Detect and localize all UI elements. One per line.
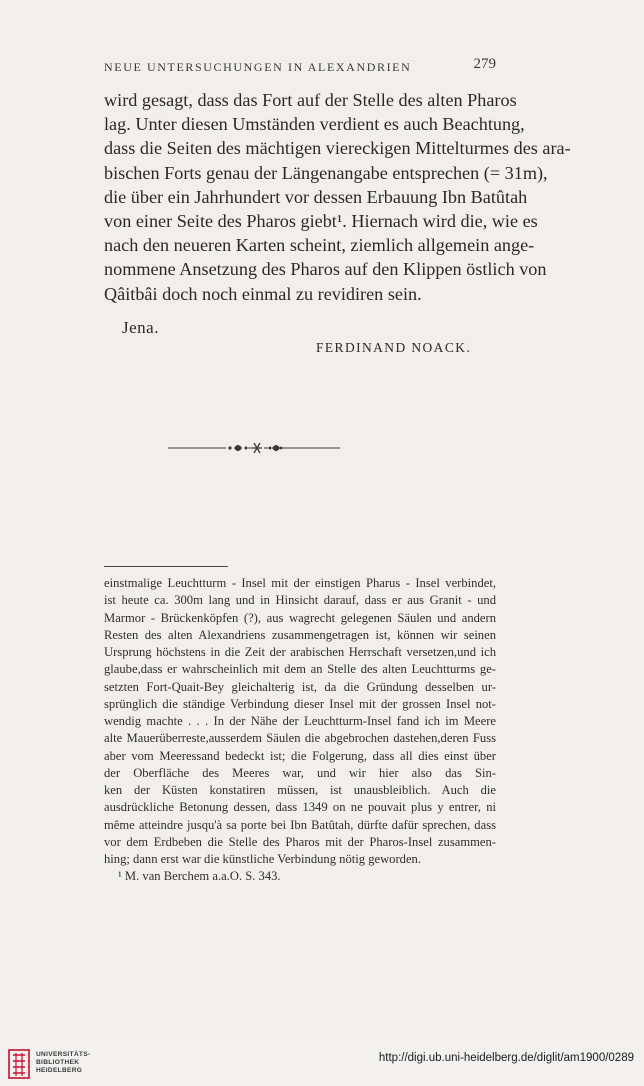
source-url-link[interactable]: http://digi.ub.uni-heidelberg.de/diglit/am1900/0289 (378, 1052, 634, 1064)
footnote-line: même atteindre jusqu'à sa porte bei Ibn Batûtah, dürfte dafür sprechen, dass (104, 817, 496, 832)
footnote-line: vor dem Erdbeben die Stelle des Pharos mit der Pharos-Insel zusammen- (104, 834, 496, 849)
body-line: Qâitbâi doch noch einmal zu revidiren sein. (104, 283, 422, 304)
footnote-line: ausdrückliche Betonung dessen, dass 1349 on ne pouvait plus y entrer, ni (104, 800, 496, 815)
body-line: von einer Seite des Pharos giebt¹. Hiernach wird die, wie es (104, 211, 538, 232)
footnote-line: Resten des alten Alexandriens zusammengetragen ist, können wir seinen (104, 627, 496, 642)
footnote-text (104, 575, 496, 886)
library-name-line: UNIVERSITÄTS- (36, 1051, 91, 1058)
library-name (36, 1051, 90, 1075)
footnote-line: alte Mauerüberreste,ausserdem Säulen die abgebrochen dastehen,deren Fuss (104, 731, 496, 746)
footnote-line: Ursprung höchstens in die Zeit der arabischen Herrschaft versetzen,und ich (104, 645, 496, 659)
footnote-line: ken der Küsten konstatiren müssen, ist unausbleiblich. Auch die (104, 783, 496, 797)
library-name-line: BIBLIOTHEK (36, 1059, 80, 1066)
footnote-line: ist heute ca. 300m lang und in Hinsicht darauf, dass er aus Granit - und (104, 593, 496, 608)
library-name-line: HEIDELBERG (36, 1067, 83, 1074)
footnote-line: der Oberfläche des Meeres war, und wir hier also das Sin- (104, 765, 496, 780)
running-title: NEUE UNTERSUCHUNGEN IN ALEXANDRIEN (104, 60, 412, 74)
viewer-footer (0, 1040, 644, 1086)
footnote-line: glaube,dass er wahrscheinlich mit dem an Stelle des alten Leuchtturms ge- (104, 662, 496, 677)
running-head (104, 58, 496, 76)
body-line: bischen Forts genau der Längenangabe entsprechen (= 31m), (104, 162, 548, 183)
body-line: nach den neueren Karten scheint, ziemlich allgemein ange- (104, 235, 535, 256)
body-line: lag. Unter diesen Umständen verdient es auch Beachtung, (104, 114, 525, 135)
body-text (104, 88, 571, 306)
ornament-divider (168, 438, 340, 458)
body-line: dass die Seiten des mächtigen viereckigen Mittelturmes des ara- (104, 138, 571, 159)
footnote-line: hing; dann erst war die künstliche Verbindung nötig geworden. (104, 852, 421, 866)
author-signature: FERDINAND NOACK. (316, 340, 472, 355)
footnote-rule (104, 566, 228, 567)
place-line: Jena. (122, 318, 159, 337)
footnote-line: aber vom Meeressand bedeckt ist; die Folgerung, dass all dies einst über (104, 748, 496, 763)
footnote-line: einstmalige Leuchtturm - Insel mit der einstigen Pharus - Insel verbindet, (104, 576, 496, 590)
body-line: wird gesagt, dass das Fort auf der Stelle des alten Pharos (104, 90, 517, 110)
footnote-line: sprünglich die ständige Verbindung dieser Insel mit der grossen Insel not- (104, 696, 496, 711)
body-line: die über ein Jahrhundert vor dessen Erbauung Ibn Batûtah (104, 186, 528, 207)
body-line: nommene Ansetzung des Pharos auf den Klippen östlich von (104, 259, 547, 280)
footnote-reference: ¹ M. van Berchem a.a.O. S. 343. (118, 869, 281, 884)
footnote-line: wendig machte . . . In der Nähe der Leuchtturm-Insel fand ich im Meere (104, 714, 496, 728)
page-number: 279 (473, 56, 496, 72)
library-logo-icon[interactable] (8, 1049, 30, 1079)
footnote-line: Marmor - Brückenköpfen (?), aus wagrecht gelegenen Säulen und andern (104, 610, 496, 625)
footnote-line: setzten Fort-Quait-Bey gleichalterig ist, da die Gründung desselben ur- (104, 679, 496, 694)
